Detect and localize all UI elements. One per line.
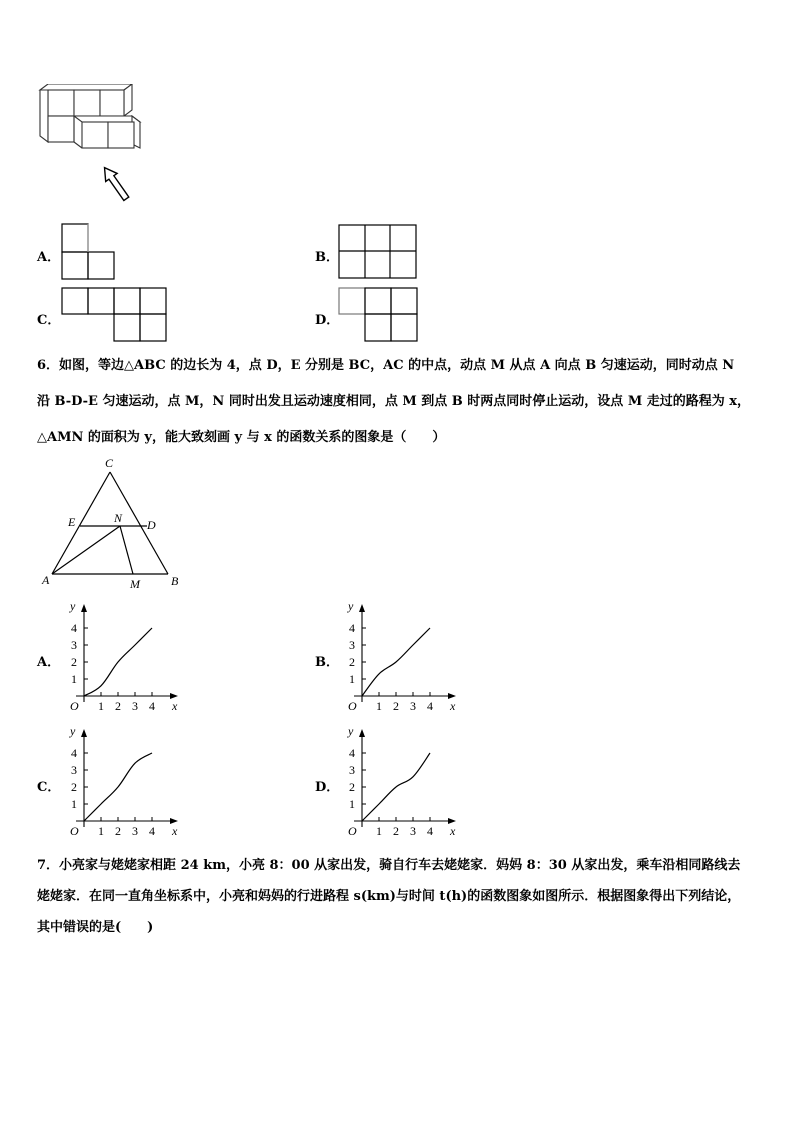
y-tick-label: 4	[349, 621, 355, 635]
function-curve	[84, 628, 152, 696]
y-axis-label: y	[348, 599, 354, 613]
y-tick-label: 3	[349, 638, 355, 652]
y-tick-label: 2	[349, 655, 355, 669]
x-tick-label: 1	[376, 699, 382, 713]
y-axis-arrow	[81, 729, 87, 737]
q6-option-b-label: B．	[315, 655, 339, 670]
vertex-a-label: A	[42, 573, 50, 587]
y-tick-label: 4	[349, 746, 355, 760]
x-axis-label: x	[450, 824, 456, 838]
q5-option-b-label: B．	[315, 250, 339, 265]
cube-solid-figure	[36, 84, 146, 219]
q7-line-1: 7．小亮家与姥姥家相距 24 km，小亮 8：00 从家出发，骑自行车去姥姥家．妈妈 8：30 从家出发，乘车沿相同路线去	[37, 858, 741, 873]
point-n-label: N	[114, 511, 123, 525]
function-curve	[84, 753, 152, 821]
q5-option-a-view	[61, 223, 117, 281]
y-tick-label: 2	[71, 780, 77, 794]
y-axis-arrow	[359, 729, 365, 737]
triangle-figure	[36, 452, 186, 592]
y-axis-label: y	[348, 724, 354, 738]
function-curve	[362, 753, 430, 821]
q7-line-2: 姥姥家．在同一直角坐标系中，小亮和妈妈的行进路程 s(km)与时间 t(h)的函数图象如图所示．根据图象得出下列结论，	[37, 889, 741, 904]
x-tick-label: 1	[98, 699, 104, 713]
origin-label: O	[348, 699, 357, 713]
x-tick-label: 3	[132, 824, 138, 838]
x-axis-label: x	[450, 699, 456, 713]
graph-option-d	[340, 723, 460, 841]
graph-option-c	[62, 723, 182, 841]
graph-option-b	[340, 598, 460, 716]
point-e-label: E	[68, 515, 76, 529]
y-tick-label: 3	[71, 763, 77, 777]
vertex-b-label: B	[171, 574, 179, 588]
y-tick-label: 3	[71, 638, 77, 652]
x-axis-label: x	[172, 699, 178, 713]
x-tick-label: 2	[115, 824, 121, 838]
y-axis-arrow	[359, 604, 365, 612]
y-tick-label: 1	[349, 672, 355, 686]
x-tick-label: 4	[149, 824, 155, 838]
y-axis-arrow	[81, 604, 87, 612]
origin-label: O	[70, 824, 79, 838]
x-tick-label: 1	[98, 824, 104, 838]
x-tick-label: 2	[393, 824, 399, 838]
x-tick-label: 2	[115, 699, 121, 713]
q5-option-d-view	[338, 287, 420, 343]
x-tick-label: 4	[427, 824, 433, 838]
function-curve	[362, 628, 430, 696]
q5-option-c-label: C．	[37, 313, 61, 328]
y-tick-label: 4	[71, 746, 77, 760]
y-tick-label: 3	[349, 763, 355, 777]
graph-option-a	[62, 598, 182, 716]
x-tick-label: 4	[149, 699, 155, 713]
y-tick-label: 2	[349, 780, 355, 794]
q6-line-2: 沿 B-D-E 匀速运动，点 M，N 同时出发且运动速度相同，点 M 到点 B 时两点同时停止运动，设点 M 走过的路程为 x，	[37, 394, 751, 409]
origin-label: O	[348, 824, 357, 838]
x-tick-label: 3	[410, 699, 416, 713]
q5-option-d-label: D．	[315, 313, 340, 328]
x-tick-label: 3	[132, 699, 138, 713]
y-tick-label: 1	[349, 797, 355, 811]
y-tick-label: 1	[71, 797, 77, 811]
origin-label: O	[70, 699, 79, 713]
y-tick-label: 2	[71, 655, 77, 669]
y-tick-label: 4	[71, 621, 77, 635]
q6-line-1: 6．如图，等边△ABC 的边长为 4，点 D，E 分别是 BC，AC 的中点，动点 M 从点 A 向点 B 匀速运动，同时动点 N	[37, 358, 735, 373]
y-axis-label: y	[70, 724, 76, 738]
point-d-label: D	[147, 518, 156, 532]
q6-line-3: △AMN 的面积为 y，能大致刻画 y 与 x 的函数关系的图象是（ ）	[37, 430, 446, 445]
vertex-c-label: C	[105, 456, 114, 470]
y-axis-label: y	[70, 599, 76, 613]
q6-option-a-label: A．	[37, 655, 61, 670]
x-tick-label: 2	[393, 699, 399, 713]
q5-option-a-label: A．	[37, 250, 61, 265]
x-tick-label: 1	[376, 824, 382, 838]
q6-option-d-label: D．	[315, 780, 340, 795]
q6-option-c-label: C．	[37, 780, 61, 795]
x-tick-label: 3	[410, 824, 416, 838]
x-axis-label: x	[172, 824, 178, 838]
y-tick-label: 1	[71, 672, 77, 686]
point-m-label: M	[130, 577, 140, 591]
x-tick-label: 4	[427, 699, 433, 713]
q5-option-c-view	[61, 287, 169, 343]
q7-line-3: 其中错误的是( )	[37, 920, 154, 935]
q5-option-b-view	[338, 224, 418, 280]
